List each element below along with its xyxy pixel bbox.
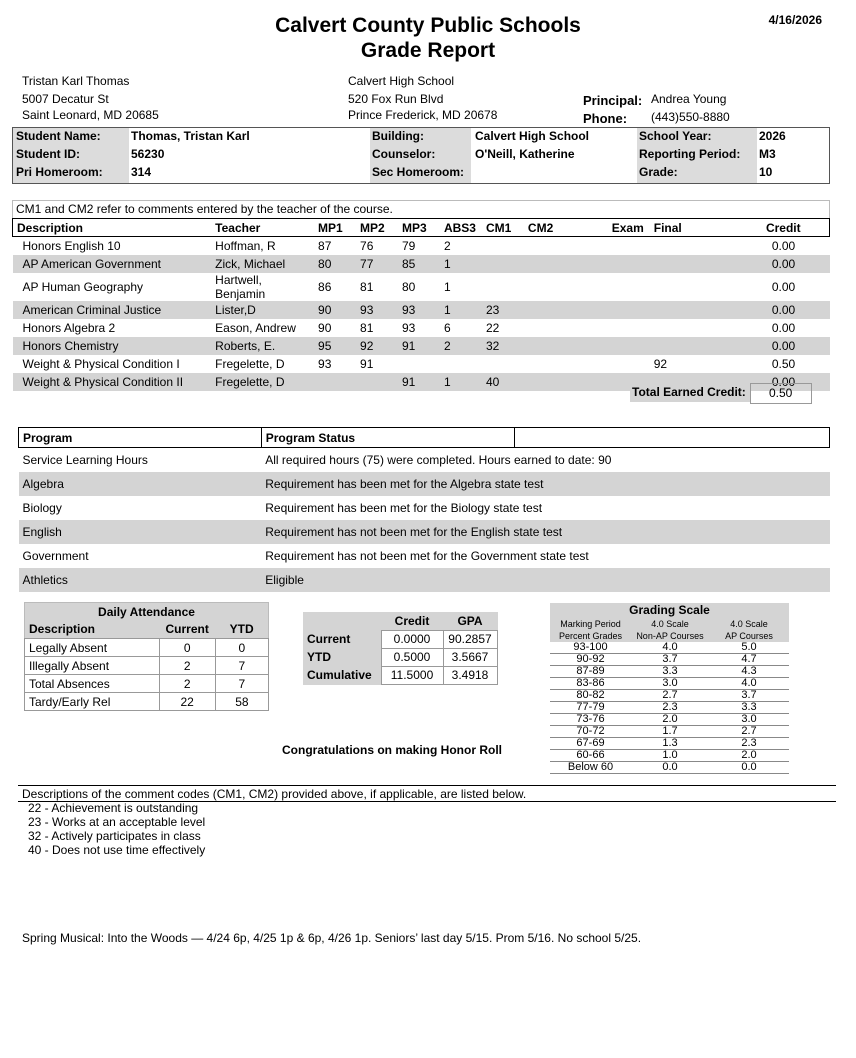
grading-scale-cell-range: 73-76 [550,714,631,726]
grading-scale-cell-non-ap: 1.3 [631,738,709,750]
grades-header-mp1: MP1 [314,219,356,237]
grades-cell-abs3: 1 [440,301,482,319]
grades-cell-mp3: 91 [398,373,440,391]
grades-cell-mp2: 91 [360,356,374,371]
grading-scale-col3-line2: AP Courses [725,631,773,641]
grades-header-final: Final [650,219,738,237]
grades-cell-exam [608,355,650,373]
reporting-period-label: Reporting Period: [639,147,741,161]
attendance-cell-ytd: 58 [215,693,268,711]
grades-cell-description: Honors Algebra 2 [22,320,116,335]
grades-cell-cm1 [482,237,524,255]
grades-header-teacher: Teacher [211,219,314,237]
program-cell-status: Eligible [261,568,829,592]
grading-scale-cell-ap: 3.3 [709,702,789,714]
program-header-row [19,428,830,448]
grading-scale-cell-ap: 2.0 [709,750,789,762]
grading-scale-row [550,702,789,714]
attendance-title: Daily Attendance [98,604,195,619]
grades-row [13,301,830,319]
grades-cell-cm2 [524,273,608,301]
grading-scale-cell-ap: 4.0 [709,678,789,690]
grading-scale-cell-non-ap: 3.0 [631,678,709,690]
grading-scale-cell-ap: 0.0 [709,762,789,774]
grades-cell-cm1: 32 [482,337,524,355]
grades-cell-description: AP Human Geography [22,279,144,294]
grades-cell-abs3: 2 [443,238,451,253]
grades-header-row [13,219,830,237]
grades-cell-description: Honors English 10 [22,238,121,253]
gpa-header-gpa: GPA [457,613,483,628]
grading-scale-cell-non-ap: 2.0 [631,714,709,726]
grades-cell-mp2: 81 [360,279,374,294]
grading-scale-title: Grading Scale [629,603,710,617]
grades-cell-cm1 [482,255,524,273]
grades-table [12,218,830,391]
grading-scale-col2-line1: 4.0 Scale [651,619,689,629]
grades-cell-final [650,255,738,273]
grades-cell-teacher: Zick, Michael [211,255,314,273]
grades-cell-mp2: 81 [360,320,374,335]
gpa-table [303,612,498,685]
program-row [19,472,830,496]
program-header-program: Program [19,428,262,448]
attendance-cell-description: Legally Absent [25,639,160,657]
grading-scale-cell-range: 87-89 [550,666,631,678]
grading-scale-table [550,603,789,774]
grades-cell-mp2: 93 [356,301,398,319]
program-cell-name: Athletics [19,568,262,592]
grades-cell-final [650,237,738,255]
grading-scale-cell-range: 67-69 [550,738,631,750]
grades-cell-cm1: 40 [482,373,524,391]
attendance-header-current: Current [165,622,209,637]
grading-scale-col1-line2: Percent Grades [558,631,623,641]
sec-homeroom-label: Sec Homeroom: [372,165,465,179]
grades-cell-mp1: 80 [314,255,356,273]
grading-scale-cell-range: 70-72 [550,726,631,738]
pri-homeroom-value: 314 [131,165,152,179]
grading-scale-cell-non-ap: 1.0 [631,750,709,762]
grading-scale-row [550,762,789,774]
grading-scale-col2-line2: Non-AP Courses [636,631,704,641]
grading-scale-cell-non-ap: 2.3 [631,702,709,714]
program-cell-name: Government [22,548,89,563]
grades-cell-final: 92 [653,356,668,371]
grading-scale-row [550,714,789,726]
grades-cell-credit: 0.00 [738,337,830,355]
grades-cell-abs3: 1 [443,279,451,294]
grades-cell-exam [608,301,650,319]
program-cell-status: Requirement has been met for the Biology state test [265,500,543,515]
grading-scale-cell-ap: 2.3 [709,738,789,750]
school-address-street: 520 Fox Run Blvd [348,92,444,106]
grades-cell-final [650,301,738,319]
program-cell-name: Biology [22,500,62,515]
program-row [19,520,830,544]
attendance-cell-description: Illegally Absent [25,657,160,675]
program-table [18,427,830,592]
grading-scale-cell-non-ap: 4.0 [631,642,709,654]
grades-cell-credit: 0.00 [738,255,830,273]
gpa-row [303,630,497,648]
gpa-cell-gpa: 3.4918 [443,666,497,684]
grades-cell-mp1: 90 [314,301,356,319]
program-header-blank [515,428,830,448]
grades-row [13,237,830,255]
grading-scale-row [550,678,789,690]
grades-cell-mp3: 93 [398,301,440,319]
grades-cell-cm2 [524,337,608,355]
grades-cell-abs3: 1 [440,373,482,391]
grading-scale-row [550,666,789,678]
grades-header-abs3: ABS3 [440,219,482,237]
grades-cell-mp2: 76 [360,238,374,253]
comment-item: 23 - Works at an acceptable level [28,815,206,829]
grading-scale-cell-range: 80-82 [550,690,631,702]
counselor-value: O'Neill, Katherine [475,147,575,161]
grading-scale-row [550,738,789,750]
program-row [19,496,830,520]
grades-cell-cm2 [524,301,608,319]
gpa-cell-gpa: 3.5667 [443,648,497,666]
cm-note: CM1 and CM2 refer to comments entered by the teacher of the course. [12,200,830,219]
program-cell-name: Service Learning Hours [22,452,148,467]
gpa-row [303,648,497,666]
grades-cell-teacher: Lister,D [211,301,314,319]
grades-cell-mp1: 93 [318,356,332,371]
grades-cell-cm1 [482,273,524,301]
grades-row [13,319,830,337]
grades-cell-exam [608,255,650,273]
grading-scale-cell-range: 93-100 [550,642,631,654]
grades-cell-description: American Criminal Justice [13,301,212,319]
gpa-row [303,666,497,684]
attendance-cell-ytd: 7 [215,657,268,675]
attendance-cell-description: Total Absences [25,675,160,693]
student-id-label: Student ID: [16,147,80,161]
principal-value: Andrea Young [651,92,727,106]
program-header-status: Program Status [261,428,515,448]
grading-scale-cell-ap: 4.3 [709,666,789,678]
counselor-label: Counselor: [372,147,436,161]
gpa-cell-label: Current [307,632,351,646]
grades-cell-credit: 0.00 [738,301,830,319]
student-info-box [12,127,830,184]
grades-cell-mp3 [398,355,440,373]
grades-header-cm2: CM2 [524,219,608,237]
program-cell-status: Requirement has been met for the Algebra state test [261,472,829,496]
comment-item: 32 - Actively participates in class [28,829,201,843]
attendance-cell-current: 0 [159,639,215,657]
gpa-header-credit: Credit [394,613,430,628]
grades-cell-mp3: 80 [401,279,416,294]
total-earned-credit-value: 0.50 [750,383,812,404]
grades-cell-exam [608,273,650,301]
grading-scale-cell-ap: 3.7 [709,690,789,702]
program-cell-status: Requirement has not been met for the Government state test [265,548,589,563]
grades-cell-abs3 [440,355,482,373]
grading-scale-row [550,642,789,654]
building-value: Calvert High School [475,129,590,143]
grades-cell-cm2 [524,319,608,337]
grades-cell-cm2 [524,237,608,255]
grades-cell-cm2 [524,355,608,373]
grades-cell-abs3: 6 [443,320,451,335]
grading-scale-row [550,654,789,666]
attendance-header-description: Description [29,622,96,637]
program-cell-name: Algebra [19,472,262,496]
grading-scale-col3-line1: 4.0 Scale [730,619,768,629]
announcement: Spring Musical: Into the Woods — 4/24 6p, 4/25 1p & 6p, 4/26 1p. Seniors’ last day 5/15. Prom 5/16. No school 5/25. [22,931,642,945]
school-year-label: School Year: [639,129,712,143]
grades-row [13,355,830,373]
grades-cell-teacher: Hoffman, R [215,238,276,253]
grading-scale-cell-ap: 3.0 [709,714,789,726]
attendance-cell-ytd: 0 [215,639,268,657]
attendance-row [25,657,269,675]
program-row [19,544,830,568]
program-row [19,448,830,472]
attendance-row [25,693,269,711]
grading-scale-row [550,750,789,762]
grading-scale-cell-non-ap: 3.3 [631,666,709,678]
grades-cell-final [650,319,738,337]
gpa-cell-label: YTD [307,650,331,664]
attendance-header-ytd: YTD [229,622,254,637]
grading-scale-cell-range: 77-79 [550,702,631,714]
student-name-label: Student Name: [16,129,101,143]
comment-item: 22 - Achievement is outstanding [28,801,199,815]
grades-cell-mp2: 77 [356,255,398,273]
grades-cell-teacher: Fregelette, D [211,373,314,391]
grades-row [13,337,830,355]
student-address-city: Saint Leonard, MD 20685 [22,108,159,122]
grades-header-mp3: MP3 [398,219,440,237]
total-earned-credit-label: Total Earned Credit: [630,383,750,402]
attendance-row [25,675,269,693]
grades-cell-exam [608,237,650,255]
grades-cell-exam [608,337,650,355]
school-address-name: Calvert High School [348,74,455,88]
grades-cell-credit: 0.00 [771,279,796,294]
reporting-period-value: M3 [759,147,776,161]
grades-cell-mp1 [314,373,356,391]
grades-cell-mp1: 87 [318,238,332,253]
comments-intro: Descriptions of the comment codes (CM1, CM2) provided above, if applicable, are listed below. [22,787,527,801]
grades-cell-cm2 [524,255,608,273]
school-year-value: 2026 [759,129,786,143]
grades-cell-exam [608,319,650,337]
phone-label: Phone: [583,111,628,126]
grades-cell-cm2 [524,373,608,391]
grades-header-mp2: MP2 [356,219,398,237]
attendance-cell-description: Tardy/Early Rel [25,693,160,711]
report-date: 4/16/2026 [768,13,822,27]
grading-scale-cell-non-ap: 3.7 [631,654,709,666]
grades-header-description: Description [13,219,212,237]
student-id-value: 56230 [131,147,165,161]
grades-cell-mp3: 85 [398,255,440,273]
grading-scale-cell-range: Below 60 [550,762,631,774]
grading-scale-row [550,690,789,702]
grades-cell-mp2 [356,373,398,391]
grading-scale-cell-range: 60-66 [550,750,631,762]
pri-homeroom-label: Pri Homeroom: [16,165,103,179]
phone-value: (443)550-8880 [651,110,730,124]
attendance-cell-current: 2 [159,675,215,693]
grades-cell-description: AP American Government [13,255,212,273]
grades-cell-mp2: 92 [356,337,398,355]
grades-cell-credit: 0.00 [771,320,796,335]
grades-row [13,255,830,273]
grading-scale-cell-non-ap: 1.7 [631,726,709,738]
grades-cell-teacher: Eason, Andrew [215,320,296,335]
grades-cell-mp3: 91 [398,337,440,355]
grades-cell-cm1: 22 [485,320,500,335]
student-address-name: Tristan Karl Thomas [22,74,130,88]
grades-cell-cm1: 23 [482,301,524,319]
gpa-cell-label: Cumulative [307,668,372,682]
honor-roll-message: Congratulations on making Honor Roll [282,743,502,757]
grades-cell-teacher: Fregelette, D [215,356,285,371]
grading-scale-cell-ap: 2.7 [709,726,789,738]
program-cell-status: Requirement has not been met for the English state test [261,520,829,544]
grading-scale-cell-range: 90-92 [550,654,631,666]
attendance-row [25,639,269,657]
grading-scale-cell-range: 83-86 [550,678,631,690]
grades-cell-mp1: 86 [318,279,332,294]
report-title: Grade Report [360,39,496,62]
grades-cell-mp3: 93 [401,320,416,335]
grades-cell-credit: 0.00 [771,238,796,253]
comments-intro-bar [18,785,836,802]
principal-label: Principal: [583,93,643,108]
attendance-cell-ytd: 7 [215,675,268,693]
grades-row [13,273,830,301]
program-row [19,568,830,592]
grade-value: 10 [759,165,773,179]
gpa-cell-credit: 0.0000 [381,630,443,648]
grades-cell-description: Weight & Physical Condition I [22,356,180,371]
attendance-cell-current: 22 [159,693,215,711]
grades-header-exam: Exam [608,219,650,237]
grades-cell-credit: 0.00 [738,373,830,391]
grades-cell-abs3: 1 [440,255,482,273]
school-address-city: Prince Frederick, MD 20678 [348,108,498,122]
grades-cell-description: Weight & Physical Condition II [13,373,212,391]
grades-cell-final [650,273,738,301]
grading-scale-cell-ap: 4.7 [709,654,789,666]
gpa-cell-credit: 11.5000 [381,666,443,684]
grades-cell-mp1: 95 [314,337,356,355]
attendance-cell-current: 2 [159,657,215,675]
grading-scale-cell-non-ap: 2.7 [631,690,709,702]
grades-cell-description: Honors Chemistry [13,337,212,355]
grades-cell-teacher: Hartwell, Benjamin [215,272,266,301]
gpa-cell-gpa: 90.2857 [443,630,497,648]
grading-scale-row [550,726,789,738]
comment-item: 40 - Does not use time effectively [28,843,206,857]
grades-header-credit: Credit [738,219,830,237]
grades-cell-cm1 [482,355,524,373]
student-name-value: Thomas, Tristan Karl [131,129,250,143]
program-cell-status: All required hours (75) were completed. Hours earned to date: 90 [265,452,612,467]
grade-label: Grade: [639,165,678,179]
grading-scale-cell-non-ap: 0.0 [631,762,709,774]
program-cell-name: English [19,520,262,544]
report-title-district: Calvert County Public Schools [275,14,581,37]
grades-cell-mp3: 79 [401,238,416,253]
attendance-table [24,602,269,711]
building-label: Building: [372,129,424,143]
grades-cell-final [650,337,738,355]
grades-cell-abs3: 2 [440,337,482,355]
grading-scale-cell-ap: 5.0 [709,642,789,654]
grades-cell-credit: 0.50 [771,356,796,371]
grades-cell-teacher: Roberts, E. [211,337,314,355]
student-address-street: 5007 Decatur St [22,92,109,106]
grading-scale-col1-line1: Marking Period [560,619,621,629]
gpa-cell-credit: 0.5000 [381,648,443,666]
grades-cell-mp1: 90 [318,320,332,335]
grades-header-cm1: CM1 [482,219,524,237]
